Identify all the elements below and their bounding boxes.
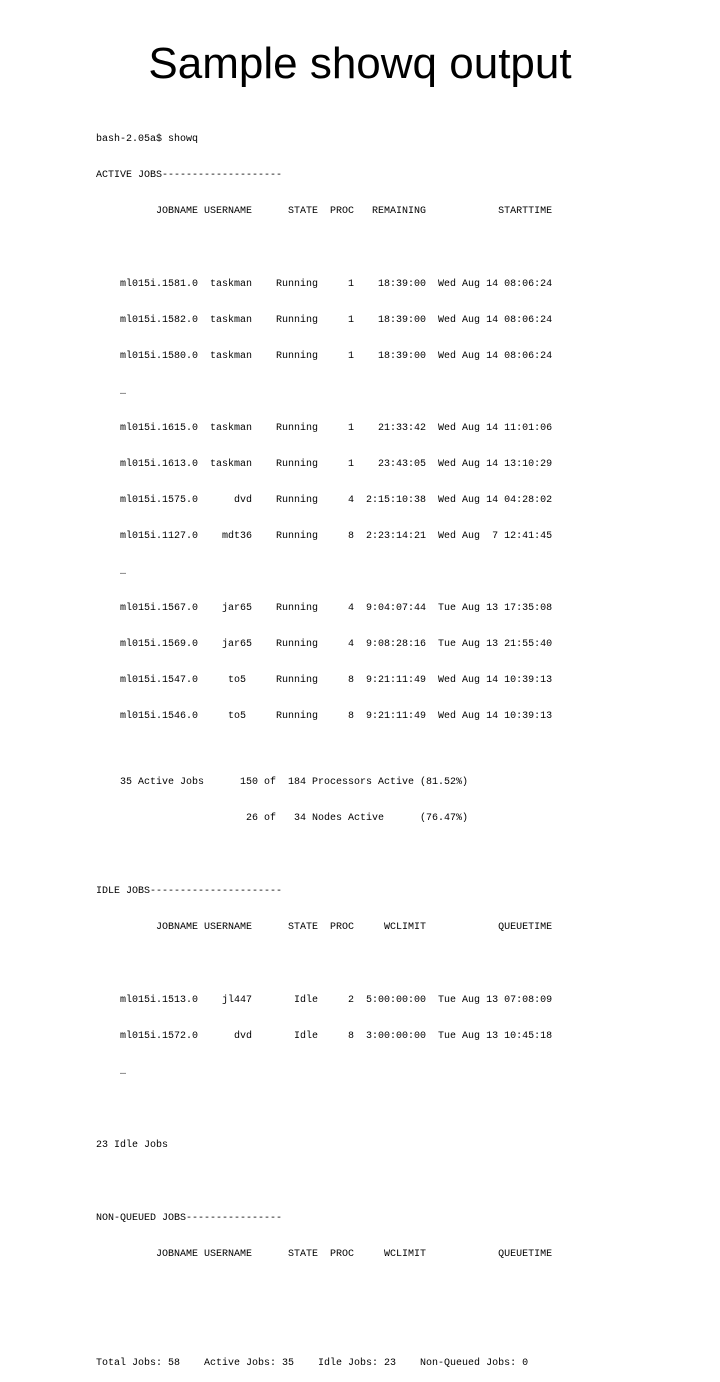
non-queued-jobs-header: NON-QUEUED JOBS---------------- — [96, 1213, 283, 1224]
showq-output — [96, 110, 552, 1382]
blank-line — [96, 1103, 552, 1116]
table-row: ml015i.1615.0 taskman Running 1 21:33:42 Wed Aug 14 11:01:06 — [96, 423, 553, 434]
table-row: ml015i.1580.0 taskman Running 1 18:39:00 Wed Aug 14 08:06:24 — [96, 351, 553, 362]
table-row: ml015i.1547.0 to5 Running 8 9:21:11:49 Wed Aug 14 10:39:13 — [96, 675, 553, 686]
ellipsis-row: … — [96, 567, 127, 578]
blank-line — [96, 747, 552, 753]
active-summary-processors: 35 Active Jobs 150 of 184 Processors Active (81.52%) — [96, 777, 469, 788]
job-totals: Total Jobs: 58 Active Jobs: 35 Idle Jobs: 23 Non-Queued Jobs: 0 — [96, 1358, 529, 1369]
blank-line — [96, 242, 552, 255]
blank-line — [96, 958, 552, 971]
active-summary-nodes: 26 of 34 Nodes Active (76.47%) — [96, 813, 469, 824]
ellipsis-row: … — [96, 387, 127, 398]
command-line: bash-2.05a$ showq — [96, 134, 199, 145]
blank-line — [96, 1322, 552, 1334]
active-jobs-header: ACTIVE JOBS-------------------- — [96, 170, 283, 181]
table-row: ml015i.1127.0 mdt36 Running 8 2:23:14:21 Wed Aug 7 12:41:45 — [96, 531, 553, 542]
table-row: ml015i.1513.0 jl447 Idle 2 5:00:00:00 Tue Aug 13 07:08:09 — [96, 995, 553, 1006]
table-row: ml015i.1581.0 taskman Running 1 18:39:00 Wed Aug 14 08:06:24 — [96, 279, 553, 290]
idle-jobs-count: 23 Idle Jobs — [96, 1140, 169, 1151]
slide-title: Sample showq output — [148, 39, 572, 88]
table-row: ml015i.1572.0 dvd Idle 8 3:00:00:00 Tue Aug 13 10:45:18 — [96, 1031, 553, 1042]
non-queued-jobs-columns: JOBNAME USERNAME STATE PROC WCLIMIT QUEUETIME — [96, 1249, 553, 1260]
active-jobs-columns: JOBNAME USERNAME STATE PROC REMAINING STARTTIME — [96, 206, 553, 217]
table-row: ml015i.1546.0 to5 Running 8 9:21:11:49 Wed Aug 14 10:39:13 — [96, 711, 553, 722]
blank-line — [96, 1176, 552, 1189]
table-row: ml015i.1569.0 jar65 Running 4 9:08:28:16 Tue Aug 13 21:55:40 — [96, 639, 553, 650]
idle-jobs-header: IDLE JOBS---------------------- — [96, 886, 283, 897]
table-row: ml015i.1582.0 taskman Running 1 18:39:00 Wed Aug 14 08:06:24 — [96, 315, 553, 326]
table-row: ml015i.1567.0 jar65 Running 4 9:04:07:44 Tue Aug 13 17:35:08 — [96, 603, 553, 614]
table-row: ml015i.1613.0 taskman Running 1 23:43:05 Wed Aug 14 13:10:29 — [96, 459, 553, 470]
ellipsis-row: … — [96, 1067, 127, 1078]
blank-line — [96, 1285, 552, 1298]
table-row: ml015i.1575.0 dvd Running 4 2:15:10:38 Wed Aug 14 04:28:02 — [96, 495, 553, 506]
blank-line — [96, 849, 552, 862]
idle-jobs-columns: JOBNAME USERNAME STATE PROC WCLIMIT QUEUETIME — [96, 922, 553, 933]
